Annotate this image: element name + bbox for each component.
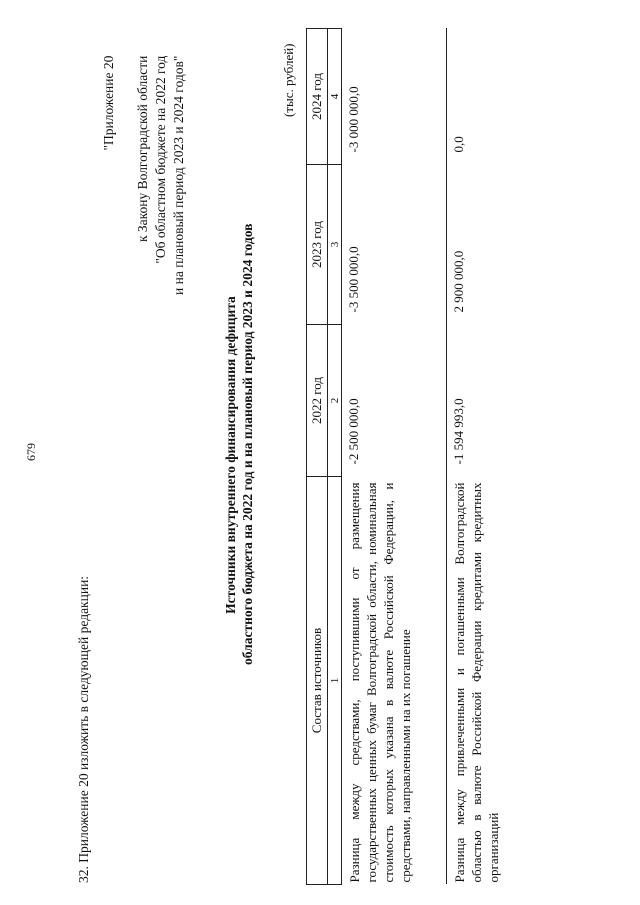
document-title-line2: областного бюджета на 2022 год и на плановый период 2023 и 2024 годов [240, 223, 255, 665]
value-2023: 2 900 000,0 [447, 165, 532, 325]
appendix-law-title-line2: и на плановый период 2023 и 2024 годов" [171, 55, 186, 295]
value-2022: -1 594 993,0 [447, 325, 532, 477]
table-row [342, 29, 447, 885]
units-label: (тыс. рублей) [281, 43, 296, 117]
table-row [447, 29, 532, 885]
value-2024: 0,0 [447, 29, 532, 165]
appendix-header [100, 56, 188, 295]
appendix-law-title-line1: "Об областном бюджете на 2022 год [153, 55, 168, 264]
document-title [222, 223, 256, 665]
amendment-intro: 32. Приложение 20 изложить в следующей редакции: [76, 575, 91, 883]
header-2024: 2024 год [307, 29, 328, 165]
source-name: Разница между средствами, поступившими от размещения государственных ценных бумаг Волгоградской области, номинальная стоимость которых указана в валюте Российской Федерации, и средствами, направленными на их погашение [342, 477, 447, 885]
page-number: 679 [24, 443, 38, 461]
appendix-label: "Приложение 20 [101, 55, 116, 151]
value-2024: -3 000 000,0 [342, 29, 447, 165]
header-2023: 2023 год [307, 165, 328, 325]
header-2022: 2022 год [307, 325, 328, 477]
table-index-row [328, 29, 342, 885]
index-col-3: 3 [328, 165, 342, 325]
document-title-line1: Источники внутреннего финансирования дефицита [223, 296, 238, 614]
header-sources: Состав источников [307, 477, 328, 885]
index-col-2: 2 [328, 325, 342, 477]
value-2023: -3 500 000,0 [342, 165, 447, 325]
index-col-1: 1 [328, 477, 342, 885]
source-name: Разница между привлеченными и погашенными Волгоградской областью в валюте Российской Федерации кредитами кредитных организаций [447, 477, 532, 885]
value-2022: -2 500 000,0 [342, 325, 447, 477]
index-col-4: 4 [328, 29, 342, 165]
financing-sources-table [306, 28, 531, 885]
appendix-law-line: к Закону Волгоградской области [135, 55, 150, 243]
table-header-row [307, 29, 328, 885]
